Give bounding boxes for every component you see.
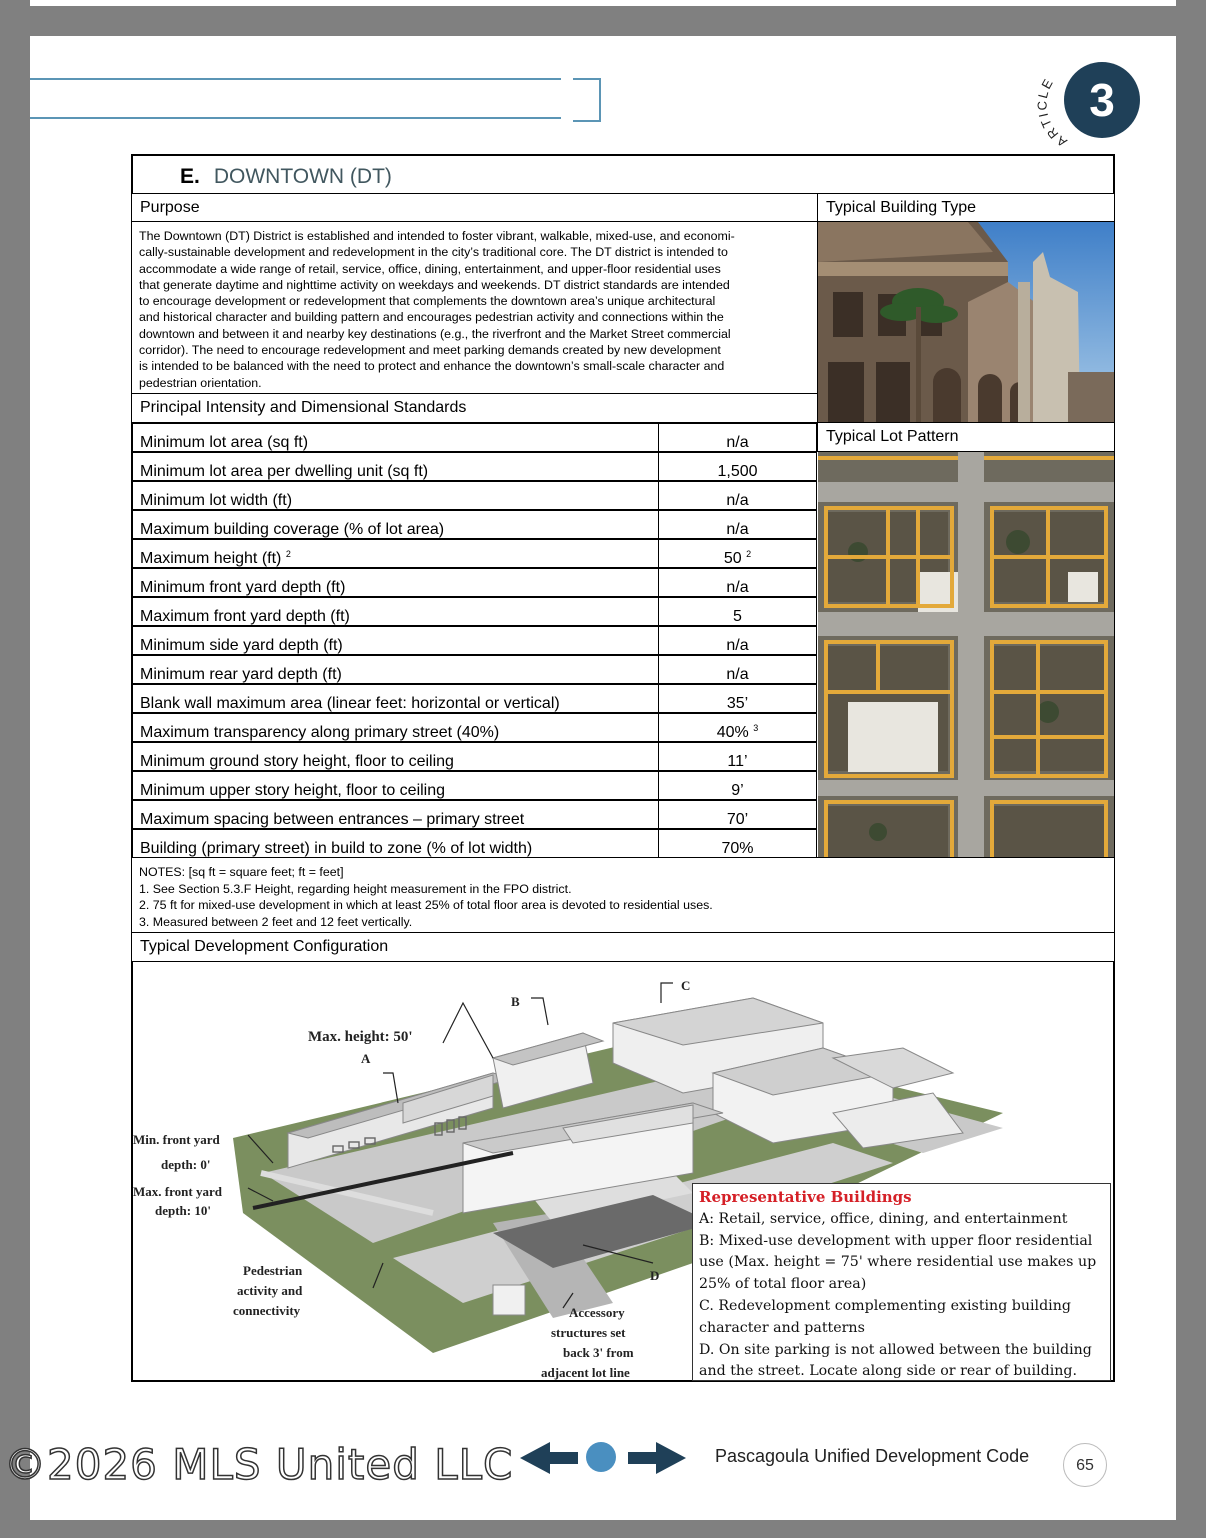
svg-text:connectivity: connectivity <box>233 1303 301 1318</box>
standard-value: n/a <box>658 655 817 684</box>
table-row <box>131 452 817 481</box>
purpose-heading: Purpose <box>131 193 818 222</box>
table-row <box>131 829 817 858</box>
standard-value: 50 $^2$ <box>658 539 817 568</box>
header-rule-top <box>30 78 561 80</box>
table-row <box>131 626 817 655</box>
svg-text:D: D <box>650 1268 660 1283</box>
header-rule-bottom <box>30 117 561 119</box>
lot-pattern-photo <box>818 452 1114 857</box>
svg-text:C: C <box>681 978 691 993</box>
svg-text:depth: 0': depth: 0' <box>161 1157 211 1172</box>
svg-text:activity and: activity and <box>237 1283 303 1298</box>
legend-line: and the street. Locate along side or rear of building. <box>699 1363 1077 1380</box>
note-line: NOTES: [sq ft = square feet; ft = feet] <box>139 865 344 879</box>
purpose-line: to encourage development or redevelopment that complements the downtown area’s unique architectural <box>139 294 716 309</box>
table-row <box>131 510 817 539</box>
standard-label: Maximum building coverage (% of lot area) <box>131 510 659 539</box>
previous-page-arrow-icon[interactable] <box>520 1440 588 1476</box>
standard-value: n/a <box>658 626 817 655</box>
section-title <box>180 165 392 189</box>
table-row <box>131 568 817 597</box>
table-row <box>131 481 817 510</box>
purpose-line: corridor). The need to encourage redevelopment and meet parking demands created by new development <box>139 343 721 358</box>
standard-label: Maximum front yard depth (ft) <box>131 597 659 626</box>
purpose-line: downtown and between it and nearby key destinations (e.g., the riverfront and the Market Street commercial <box>139 326 731 341</box>
purpose-text <box>139 228 807 391</box>
standard-label: Minimum front yard depth (ft) <box>131 568 659 597</box>
svg-text:Accessory: Accessory <box>569 1305 625 1320</box>
standard-value: 1,500 <box>658 452 817 481</box>
purpose-line: The Downtown (DT) District is established and intended to foster vibrant, walkable, mixed-use, and economi- <box>139 229 735 243</box>
standards-heading: Principal Intensity and Dimensional Standards <box>131 393 818 423</box>
svg-text:ARTICLE: ARTICLE <box>1034 74 1070 148</box>
legend-line: character and patterns <box>699 1319 865 1336</box>
standard-value: 40% $^3$ <box>658 713 817 742</box>
svg-text:back 3' from: back 3' from <box>563 1345 634 1360</box>
svg-text:depth: 10': depth: 10' <box>155 1203 211 1218</box>
configuration-heading: Typical Development Configuration <box>131 932 1115 962</box>
purpose-line: pedestrian orientation. <box>139 375 262 390</box>
svg-text:Max. front yard: Max. front yard <box>133 1184 222 1199</box>
standard-label: Building (primary street) in build to zone (% of lot width) <box>131 829 659 858</box>
table-row <box>131 742 817 771</box>
legend-line: B: Mixed-use development with upper floor residential <box>699 1232 1093 1249</box>
copyright-watermark: ©2026 MLS United LLC <box>4 1440 514 1489</box>
header-bracket <box>573 78 601 122</box>
standard-value: 11’ <box>658 742 817 771</box>
standard-value: n/a <box>658 510 817 539</box>
top-page-strip <box>30 0 1176 6</box>
note-line: 1. See Section 5.3.F Height, regarding height measurement in the FPO district. <box>139 881 572 896</box>
svg-text:A: A <box>361 1051 371 1066</box>
purpose-line: accommodate a wide range of retail, service, office, dining, entertainment, and upper-floor residential uses <box>139 261 721 276</box>
svg-text:Min. front yard: Min. front yard <box>133 1132 220 1147</box>
representative-buildings-legend <box>692 1183 1111 1381</box>
table-row <box>131 597 817 626</box>
section-letter: E. <box>180 165 200 188</box>
svg-text:structures set: structures set <box>551 1325 626 1340</box>
legend-title: Representative Buildings <box>699 1188 912 1206</box>
table-row <box>131 423 817 452</box>
standard-value: 70’ <box>658 800 817 829</box>
page-number: 65 <box>1063 1443 1107 1487</box>
legend-line: A: Retail, service, office, dining, and entertainment <box>699 1210 1068 1227</box>
standard-label: Minimum lot area per dwelling unit (sq ft) <box>131 452 659 481</box>
standard-value: n/a <box>658 568 817 597</box>
note-line: 3. Measured between 2 feet and 12 feet vertically. <box>139 914 413 929</box>
note-line: 2. 75 ft for mixed-use development in which at least 25% of total floor area is devoted to residential uses. <box>139 898 713 912</box>
standard-label: Minimum upper story height, floor to ceiling <box>131 771 659 800</box>
purpose-line: cally-sustainable development and redevelopment in the city’s traditional core. The DT district is intended to <box>139 245 728 260</box>
legend-line: D. On site parking is not allowed between the building <box>699 1341 1092 1358</box>
svg-text:Max. height: 50': Max. height: 50' <box>308 1029 413 1045</box>
lot-pattern-heading: Typical Lot Pattern <box>817 422 1115 452</box>
standard-value: 9’ <box>658 771 817 800</box>
standard-label: Minimum lot width (ft) <box>131 481 659 510</box>
standard-value: 5 <box>658 597 817 626</box>
page-indicator-dot[interactable] <box>586 1442 616 1472</box>
table-row <box>131 800 817 829</box>
building-type-photo <box>818 222 1114 422</box>
standard-label: Maximum transparency along primary street (40%) <box>131 713 659 742</box>
standard-label: Minimum lot area (sq ft) <box>131 423 659 452</box>
building-type-heading: Typical Building Type <box>817 193 1115 222</box>
standard-label: Maximum spacing between entrances – primary street <box>131 800 659 829</box>
svg-text:adjacent lot line: adjacent lot line <box>541 1365 630 1380</box>
legend-line: use (Max. height = 75' where residential use makes up <box>699 1254 1097 1271</box>
standard-value: n/a <box>658 481 817 510</box>
section-name: DOWNTOWN (DT) <box>213 165 392 188</box>
standard-label: Blank wall maximum area (linear feet: horizontal or vertical) <box>131 684 659 713</box>
standard-value: 70% <box>658 829 817 858</box>
table-row <box>131 539 817 568</box>
table-row <box>131 713 817 742</box>
next-page-arrow-icon[interactable] <box>626 1440 686 1476</box>
standard-value: n/a <box>658 423 817 452</box>
purpose-line: and historical character and building pattern and encourages pedestrian activity and connections within the <box>139 310 724 325</box>
legend-line: C. Redevelopment complementing existing building <box>699 1297 1071 1314</box>
table-row <box>131 771 817 800</box>
purpose-line: that generate daytime and nighttime activity on weekdays and weekends. DT district standards are intended <box>139 277 730 292</box>
standard-label: Minimum ground story height, floor to ceiling <box>131 742 659 771</box>
svg-text:Pedestrian: Pedestrian <box>243 1263 303 1278</box>
standard-label: Maximum height (ft) $^2$ <box>131 539 659 568</box>
table-row <box>131 684 817 713</box>
standard-value: 35’ <box>658 684 817 713</box>
standard-label: Minimum side yard depth (ft) <box>131 626 659 655</box>
purpose-line: is intended to be balanced with the need to protect and enhance the downtown’s small-scale character and <box>139 359 725 374</box>
legend-line: 25% of total floor area) <box>699 1276 867 1293</box>
notes <box>139 864 713 930</box>
article-number-badge: 3 <box>1064 62 1140 138</box>
document-title: Pascagoula Unified Development Code <box>715 1446 1030 1466</box>
table-row <box>131 655 817 684</box>
standard-label: Minimum rear yard depth (ft) <box>131 655 659 684</box>
svg-text:B: B <box>511 994 520 1009</box>
